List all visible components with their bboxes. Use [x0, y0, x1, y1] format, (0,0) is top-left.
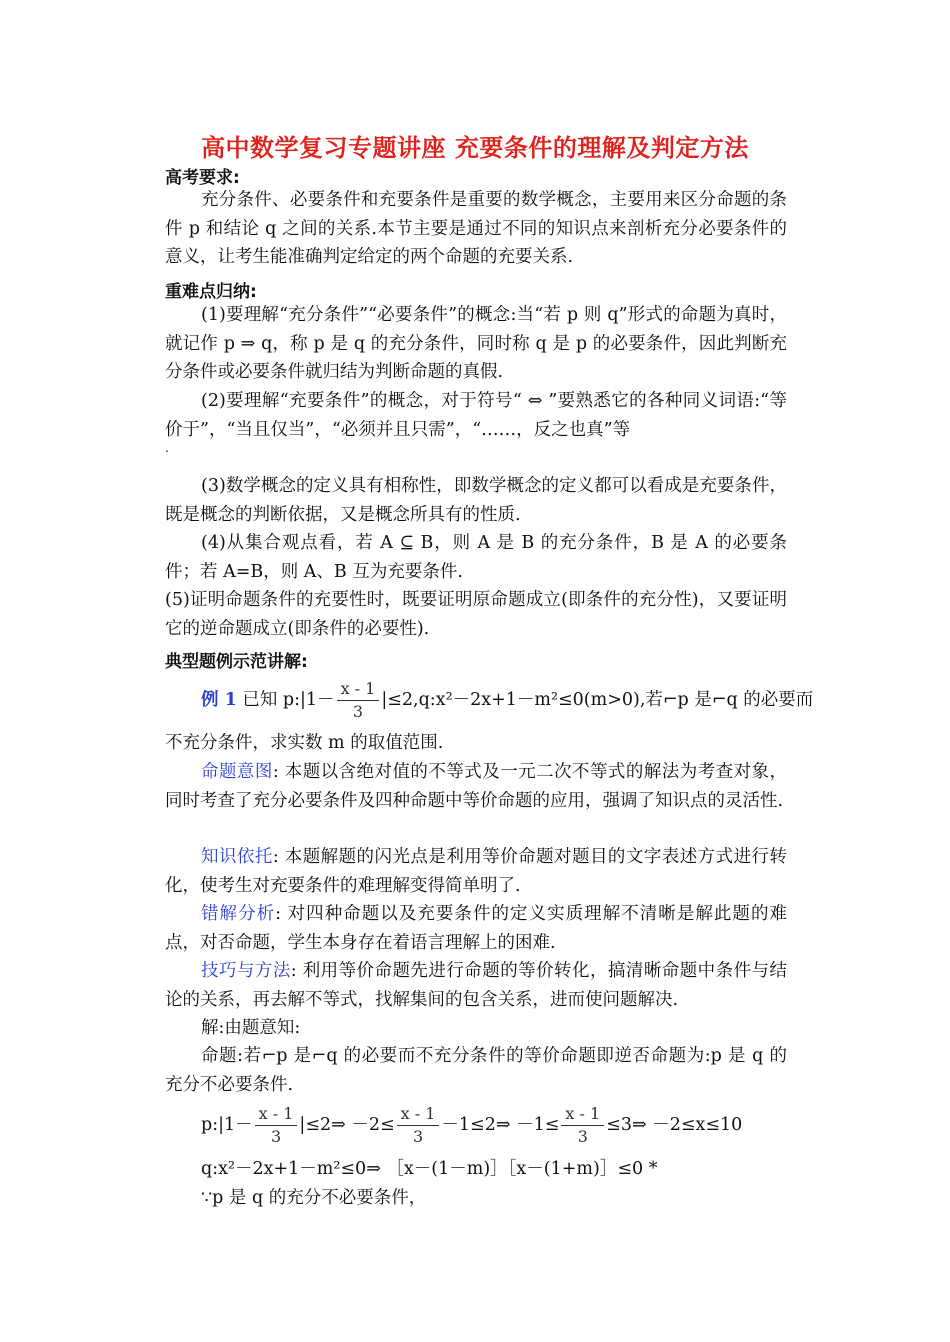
example-1-statement [201, 678, 813, 723]
skill-paragraph: 技巧与方法: 利用等价命题先进行命题的等价转化，搞清晰命题中条件与结论的关系，再去解不等式，找解集间的包含关系，进而使问题解决. [165, 961, 787, 1010]
key-point-5: (5)证明命题条件的充要性时，既要证明原命题成立(即条件的充分性)，又要证明它的逆命题成立(即条件的必要性). [165, 590, 787, 639]
key-point-2-tail: . [165, 441, 169, 455]
example-1-line2: 不充分条件，求实数 m 的取值范围. [165, 733, 444, 753]
basis-paragraph: 知识依托: 本题解题的闪光点是利用等价命题对题目的文字表述方式进行转化，使考生对充要条件的难理解变得简单明了. [165, 847, 787, 896]
error-paragraph: 错解分析: 对四种命题以及充要条件的定义实质理解不清晰是解此题的难点，对否命题，学生本身存在着语言理解上的困难. [165, 904, 787, 953]
key-point-4: (4)从集合观点看，若 A ⊆ B，则 A 是 B 的充分条件，B 是 A 的必要条件；若 A=B，则 A、B 互为充要条件. [165, 533, 787, 582]
fraction: $\frac{x - 1}{3}$ [561, 1103, 604, 1148]
example-1-label: 例 1 [201, 690, 237, 710]
examples-heading: 典型题例示范讲解: [165, 652, 308, 672]
intent-label: 命题意图 [201, 762, 273, 782]
fraction: $\frac{x - 1}{3}$ [255, 1103, 298, 1148]
requirements-heading: 高考要求: [165, 168, 240, 188]
fraction: $\frac{x - 1}{3}$ [337, 678, 380, 723]
basis-label: 知识依托 [201, 847, 273, 867]
p-derivation: p:|1－ $\frac{x - 1}{3}$ |≤2⇒ －2≤ $\frac{x - 1}{3}$ －1≤2⇒ －1≤ $\frac{x - 1}{3}$ ≤3⇒ －2≤x≤10 [201, 1104, 743, 1146]
solution-intro: 解:由题意知: [201, 1018, 301, 1038]
q-derivation: q:x²－2x+1－m²≤0⇒ ［x－(1－m)］［x－(1+m)］≤0 * [201, 1159, 658, 1179]
error-label: 错解分析 [201, 904, 276, 924]
example-1-suffix: |≤2,q:x²－2x+1－m²≤0(m>0),若⌐p 是⌐q 的必要而 [381, 690, 814, 710]
intent-paragraph: 命题意图: 本题以含绝对值的不等式及一元二次不等式的解法为考查对象，同时考查了充分必要条件及四种命题中等价命题的应用，强调了知识点的灵活性. [165, 762, 787, 811]
key-point-3: (3)数学概念的定义具有相称性，即数学概念的定义都可以看成是充要条件，既是概念的判断依据，又是概念所具有的性质. [165, 476, 787, 525]
skill-label: 技巧与方法 [201, 961, 291, 981]
key-point-2: (2)要理解“充要条件”的概念，对于符号“ ⇔ ”要熟悉它的各种同义词语:“等价于”，“当且仅当”，“必须并且只需”，“……，反之也真”等 [165, 391, 787, 440]
because-line: ∵p 是 q 的充分不必要条件， [201, 1188, 427, 1208]
requirements-text: 充分条件、必要条件和充要条件是重要的数学概念，主要用来区分命题的条件 p 和结论 q 之间的关系.本节主要是通过不同的知识点来剖析充分必要条件的意义，让考生能准确判定给定的两个命题的充要关系. [165, 190, 787, 268]
fraction: $\frac{x - 1}{3}$ [397, 1103, 440, 1148]
key-points-heading: 重难点归纳: [165, 282, 257, 302]
page-title: 高中数学复习专题讲座 充要条件的理解及判定方法 [201, 134, 749, 162]
key-point-1: (1)要理解“充分条件”“必要条件”的概念:当“若 p 则 q”形式的命题为真时，就记作 p ⇒ q，称 p 是 q 的充分条件，同时称 q 是 p 的必要条件，因此判断充分条件或必要条件就归结为判断命题的真假. [165, 305, 787, 383]
solution-text: 命题:若⌐p 是⌐q 的必要而不充分条件的等价命题即逆否命题为:p 是 q 的充分不必要条件. [165, 1046, 787, 1095]
example-1-prefix: 已知 p:|1－ [242, 690, 335, 710]
